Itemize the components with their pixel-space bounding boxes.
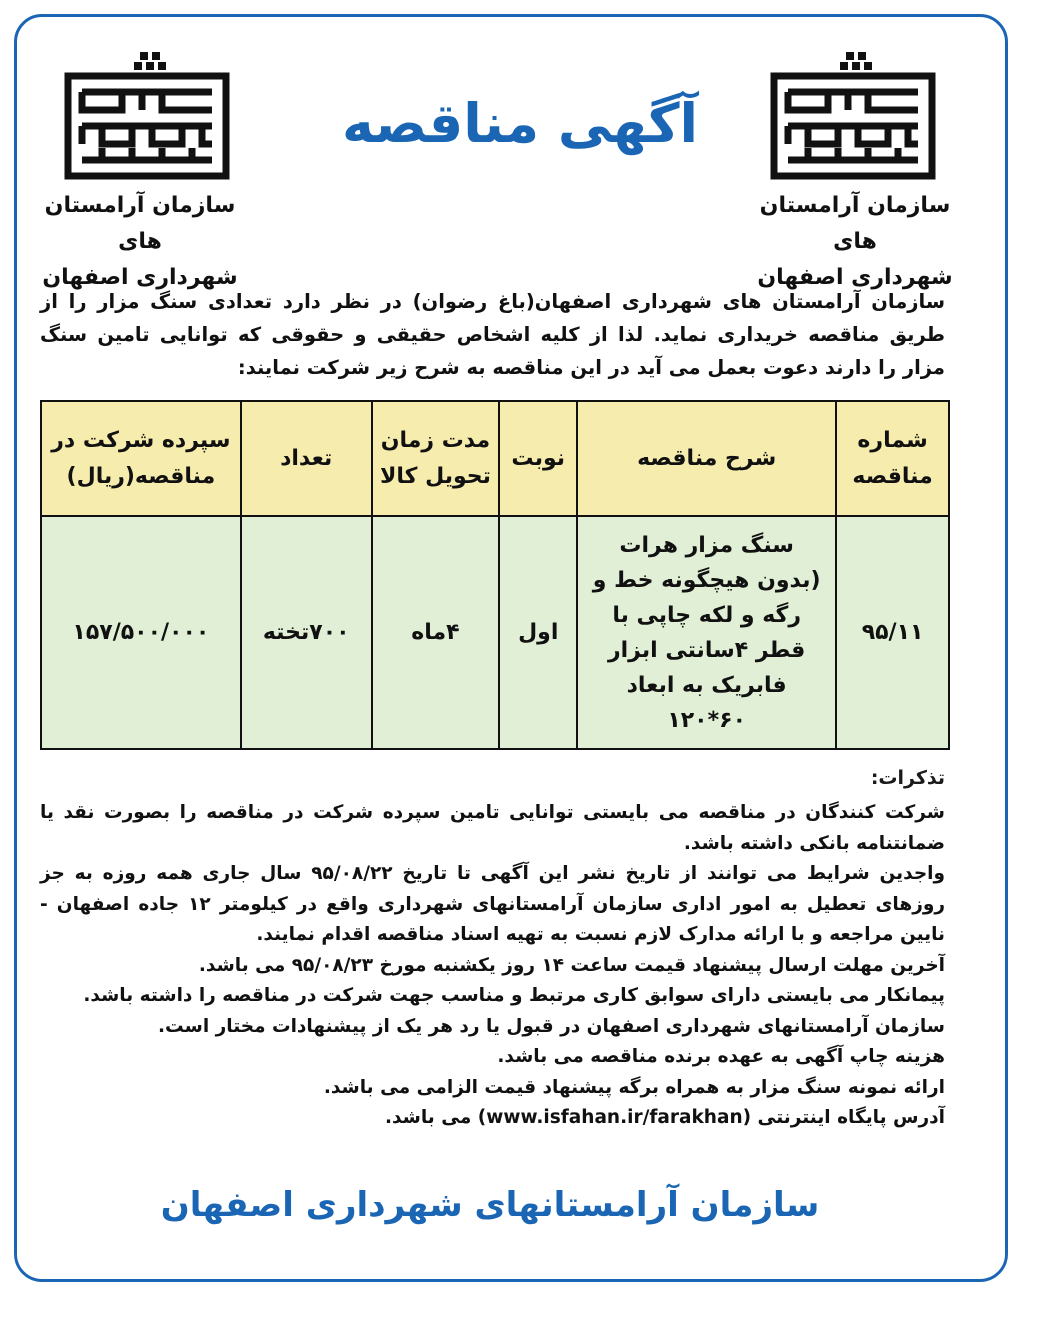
org-caption-right-line1: سازمان آرامستان های — [759, 193, 951, 254]
list-item: واجدین شرایط می توانند از تاریخ نشر این آگهی تا تاریخ ۹۵/۰۸/۲۲ سال جاری همه روزه به جز روزهای تعطیل به امور اداری سازمان آرامستانهای شهرداری واقع در کیلومتر ۱۲ جاده اصفهان - نایین مراجعه و با ارائه مدارک لازم نسبت به تهیه اسناد مناقصه اقدام نمایند. — [40, 863, 945, 945]
isfahan-cemeteries-logo-icon — [768, 48, 938, 183]
page-title: آگهی مناقصه — [341, 92, 699, 155]
cell-tender-number: ۹۵/۱۱ — [836, 516, 949, 749]
list-item: شرکت کنندگان در مناقصه می بایستی توانایی تامین سپرده شرکت در مناقصه را بصورت نقد یا ضمانتنامه بانکی داشته باشد. — [40, 802, 945, 854]
address-prefix: آدرس پایگاه اینترنتی ( — [742, 1107, 945, 1128]
cell-description: سنگ مزار هرات (بدون هیچگونه خط و رگه و لکه چاپی با قطر ۴سانتی ابزار فابریک به ابعاد ۶۰*۱۲۰ — [577, 516, 836, 749]
org-caption-left-line1: سازمان آرامستان های — [44, 193, 236, 254]
bottom-margin — [0, 1285, 1045, 1318]
cell-deposit: ۱۵۷/۵۰۰/۰۰۰ — [41, 516, 241, 749]
footer-org-name: سازمان آرامستانهای شهرداری اصفهان — [160, 1185, 820, 1225]
website-link[interactable]: www.isfahan.ir/farakhan — [486, 1107, 743, 1128]
header-round: نوبت — [499, 401, 577, 516]
header-description: شرح مناقصه — [577, 401, 836, 516]
list-item: پیمانکار می بایستی دارای سوابق کاری مرتبط و مناسب جهت شرکت در مناقصه را داشته باشد. — [83, 985, 945, 1006]
org-caption-left — [25, 188, 255, 296]
header-tender-number: شماره مناقصه — [836, 401, 949, 516]
table-header-row — [41, 401, 949, 516]
org-caption-left-line2: شهرداری اصفهان — [42, 265, 238, 290]
header-quantity: تعداد — [241, 401, 372, 516]
list-item: هزینه چاپ آگهی به عهده برنده مناقصه می باشد. — [497, 1046, 945, 1067]
isfahan-cemeteries-logo-icon — [62, 48, 232, 183]
org-caption-right-line2: شهرداری اصفهان — [757, 265, 953, 290]
address-suffix: ) می باشد. — [384, 1107, 487, 1128]
tender-table — [40, 400, 950, 750]
address-line — [40, 1103, 945, 1134]
cell-delivery-time: ۴ماه — [372, 516, 500, 749]
notes-list — [40, 798, 945, 1134]
notes-title: تذکرات: — [870, 767, 945, 789]
list-item: سازمان آرامستانهای شهرداری اصفهان در قبول یا رد هر یک از پیشنهادات مختار است. — [158, 1015, 945, 1037]
header-delivery-time: مدت زمان تحویل کالا — [372, 401, 500, 516]
table-row — [41, 516, 949, 749]
intro-paragraph: سازمان آرامستان های شهرداری اصفهان(باغ رضوان) در نظر دارد تعدادی سنگ مزار را از طریق مناقصه خریداری نماید. لذا از کلیه اشخاص حقیقی و حقوقی که توانایی تامین سنگ مزار را دارند دعوت بعمل می آید در این مناقصه به شرح زیر شرکت نمایند: — [40, 290, 945, 379]
list-item: ارائه نمونه سنگ مزار به همراه برگه پیشنهاد قیمت الزامی می باشد. — [323, 1076, 945, 1098]
cell-quantity: ۷۰۰تخته — [241, 516, 372, 749]
list-item: آخرین مهلت ارسال پیشنهاد قیمت ساعت ۱۴ روز یکشنبه مورخ ۹۵/۰۸/۲۳ می باشد. — [198, 954, 945, 976]
cell-round: اول — [499, 516, 577, 749]
org-caption-right — [740, 188, 970, 296]
header-deposit: سپرده شرکت در مناقصه(ریال) — [41, 401, 241, 516]
